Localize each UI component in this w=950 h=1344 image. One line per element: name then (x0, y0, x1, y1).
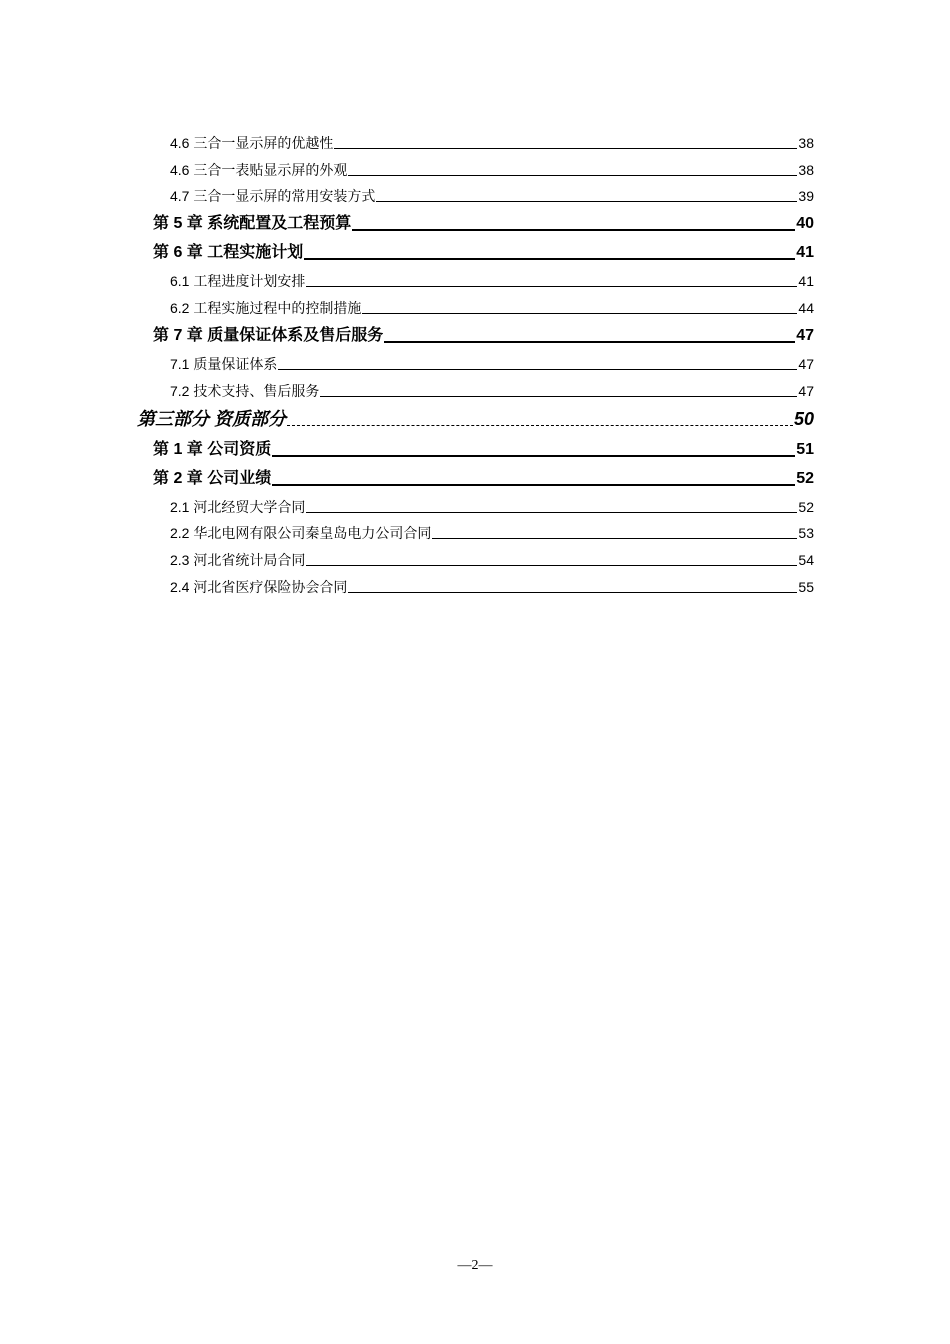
toc-entry-label: 2.2 华北电网有限公司秦皇岛电力公司合同 (170, 525, 432, 541)
toc-leader-line (384, 340, 795, 343)
toc-page-number: 41 (798, 273, 814, 289)
toc-entry-label: 第 2 章 公司业绩 (153, 470, 272, 487)
toc-entry-label: 第 7 章 质量保证体系及售后服务 (153, 327, 384, 344)
toc-leader-line (362, 312, 797, 314)
toc-entry-label: 第 6 章 工程实施计划 (153, 244, 304, 261)
toc-leader-line (348, 591, 797, 593)
toc-leader-line (432, 537, 797, 539)
toc-entry-label: 第三部分 资质部分 (137, 409, 287, 429)
toc-page-number: 41 (796, 244, 814, 261)
page-number-footer: —2— (457, 1258, 493, 1273)
toc-leader-line (304, 257, 795, 260)
toc-entry[interactable] (170, 550, 814, 570)
toc-leader-line (320, 395, 797, 397)
toc-entry[interactable] (170, 523, 814, 543)
toc-page-number: 40 (796, 215, 814, 232)
toc-page-number: 55 (798, 579, 814, 595)
toc-leader-line (352, 228, 795, 231)
toc-page-number: 47 (798, 383, 814, 399)
toc-page-number: 47 (796, 327, 814, 344)
toc-entry[interactable] (170, 186, 814, 206)
toc-entry[interactable] (170, 160, 814, 180)
toc-leader-line (272, 454, 795, 457)
toc-entry-label: 2.4 河北省医疗保险协会合同 (170, 579, 348, 595)
toc-chapter-entry[interactable] (153, 325, 814, 347)
toc-entry[interactable] (170, 381, 814, 401)
toc-entry-label: 7.1 质量保证体系 (170, 356, 278, 372)
toc-entry[interactable] (170, 497, 814, 517)
toc-chapter-entry[interactable] (153, 439, 814, 461)
toc-entry-label: 7.2 技术支持、售后服务 (170, 383, 320, 399)
toc-leader-line (306, 511, 797, 513)
toc-entry[interactable] (170, 577, 814, 597)
toc-chapter-entry[interactable] (153, 213, 814, 235)
toc-page-number: 38 (798, 162, 814, 178)
toc-entry[interactable] (170, 133, 814, 153)
toc-entry-label: 2.3 河北省统计局合同 (170, 552, 306, 568)
toc-page-number: 51 (796, 441, 814, 458)
toc-page-number: 53 (798, 525, 814, 541)
toc-leader-line (278, 368, 797, 370)
toc-page-number: 44 (798, 300, 814, 316)
toc-entry[interactable] (170, 298, 814, 318)
toc-entry[interactable] (170, 354, 814, 374)
toc-page-number: 38 (798, 135, 814, 151)
toc-leader-line (287, 424, 793, 426)
toc-page-number: 52 (796, 470, 814, 487)
toc-page-number: 39 (798, 188, 814, 204)
toc-entry-label: 4.7 三合一显示屏的常用安装方式 (170, 188, 376, 204)
toc-page-number: 52 (798, 499, 814, 515)
toc-page-number: 47 (798, 356, 814, 372)
toc-entry-label: 第 1 章 公司资质 (153, 441, 272, 458)
toc-leader-line (306, 285, 797, 287)
toc-part-entry[interactable] (137, 407, 814, 431)
toc-leader-line (272, 483, 795, 486)
toc-leader-line (376, 200, 797, 202)
toc-entry-label: 2.1 河北经贸大学合同 (170, 499, 306, 515)
toc-entry-label: 4.6 三合一表贴显示屏的外观 (170, 162, 348, 178)
toc-leader-line (306, 564, 797, 566)
toc-page-number: 54 (798, 552, 814, 568)
toc-entry-label: 6.1 工程进度计划安排 (170, 273, 306, 289)
toc-leader-line (334, 147, 797, 149)
toc-entry-label: 4.6 三合一显示屏的优越性 (170, 135, 334, 151)
toc-entry-label: 第 5 章 系统配置及工程预算 (153, 215, 352, 232)
toc-chapter-entry[interactable] (153, 468, 814, 490)
toc-chapter-entry[interactable] (153, 242, 814, 264)
toc-entry[interactable] (170, 271, 814, 291)
toc-page-number: 50 (793, 409, 814, 429)
toc-leader-line (348, 174, 797, 176)
toc-entry-label: 6.2 工程实施过程中的控制措施 (170, 300, 362, 316)
